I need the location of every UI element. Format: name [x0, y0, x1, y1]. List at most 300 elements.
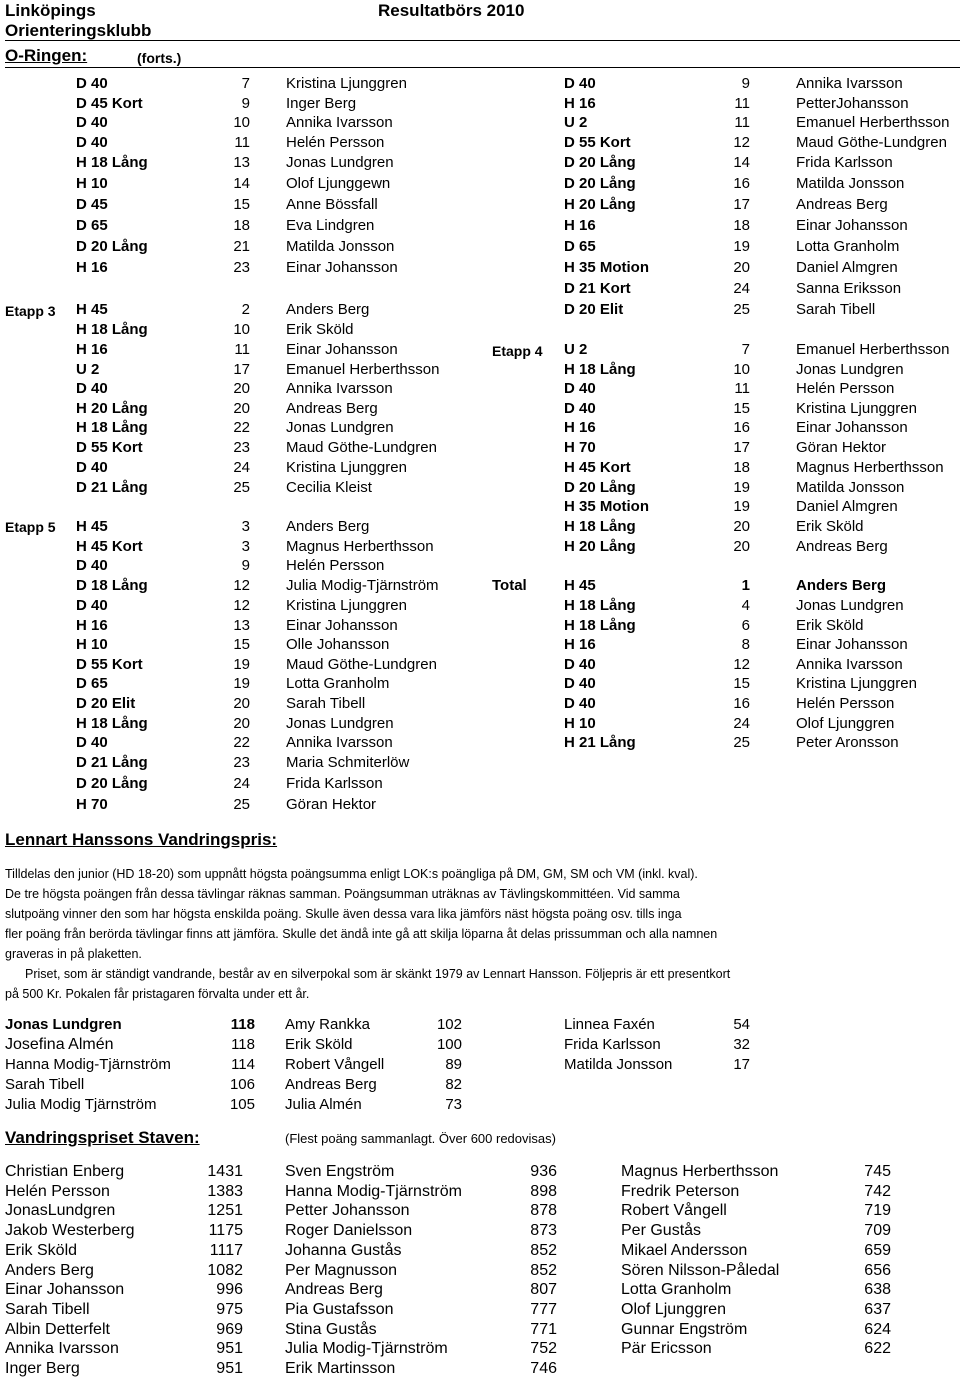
runner-cell: Frida Karlsson	[796, 154, 893, 171]
staven-name: Albin Detterfelt	[5, 1320, 110, 1338]
class-cell: D 20 Lång	[564, 175, 636, 192]
staven-name: Christian Enberg	[5, 1163, 125, 1180]
place-cell: 19	[233, 675, 250, 692]
runner-cell: Lotta Granholm	[796, 238, 900, 255]
place-cell: 24	[733, 280, 750, 297]
place-cell: 11	[234, 341, 250, 358]
result-row	[0, 733, 960, 753]
runner-cell: Göran Hektor	[286, 796, 377, 813]
hansson-text-line: graveras in på plaketten.	[5, 947, 142, 961]
result-row	[0, 174, 960, 194]
runner-cell: Jonas Lundgren	[286, 715, 394, 732]
staven-points: 878	[530, 1202, 557, 1220]
staven-points: 752	[530, 1340, 557, 1358]
place-cell: 25	[733, 301, 750, 318]
place-cell: 2	[241, 301, 250, 318]
place-cell: 18	[733, 459, 750, 476]
runner-cell: Annika Ivarsson	[796, 656, 903, 673]
header-divider	[5, 40, 960, 41]
staven-name: Lotta Granholm	[621, 1281, 732, 1299]
result-row	[0, 478, 960, 498]
standing-points: 89	[445, 1056, 462, 1073]
staven-name: Inger Berg	[5, 1360, 80, 1377]
staven-note: (Flest poäng sammanlagt. Över 600 redovisas)	[285, 1131, 556, 1146]
class-cell: D 40	[76, 114, 108, 131]
class-cell: D 40	[76, 380, 108, 397]
place-cell: 11	[734, 114, 750, 131]
place-cell: 25	[233, 479, 250, 496]
staven-points: 622	[864, 1340, 891, 1358]
staven-name: JonasLundgren	[5, 1202, 116, 1220]
place-cell: 22	[233, 734, 250, 751]
place-cell: 22	[233, 419, 250, 436]
staven-row	[0, 1280, 960, 1300]
staven-points: 719	[864, 1202, 891, 1220]
result-row	[0, 795, 960, 815]
runner-cell: Helén Persson	[286, 557, 385, 574]
staven-name: Petter Johansson	[285, 1202, 410, 1220]
class-cell: U 2	[564, 114, 588, 131]
standing-points: 106	[229, 1076, 255, 1093]
place-cell: 18	[733, 217, 750, 234]
class-cell: U 2	[76, 361, 100, 378]
place-cell: 14	[733, 154, 750, 171]
place-cell: 24	[233, 459, 250, 476]
class-cell: H 18 Lång	[564, 597, 636, 614]
class-cell: H 16	[564, 636, 596, 653]
club-name-line2: Orienteringsklubb	[5, 21, 152, 40]
place-cell: 16	[733, 175, 750, 192]
runner-cell: PetterJohansson	[796, 95, 909, 112]
result-row	[0, 94, 960, 114]
result-row	[0, 399, 960, 419]
place-cell: 6	[741, 617, 750, 634]
place-cell: 23	[233, 754, 250, 771]
place-cell: 25	[733, 734, 750, 751]
hansson-description	[5, 864, 865, 1004]
class-cell: D 40	[76, 75, 108, 92]
staven-points: 745	[864, 1163, 891, 1180]
place-cell: 18	[233, 217, 250, 234]
result-row	[0, 300, 960, 320]
runner-cell: Maud Göthe-Lundgren	[286, 439, 437, 456]
class-cell: D 40	[564, 656, 596, 673]
result-row	[0, 379, 960, 399]
runner-cell: Helén Persson	[286, 134, 385, 151]
staven-row	[0, 1300, 960, 1320]
place-cell: 20	[233, 400, 250, 417]
runner-cell: Sanna Eriksson	[796, 280, 902, 297]
staven-points: 951	[216, 1340, 243, 1358]
runner-cell: Jonas Lundgren	[796, 361, 904, 378]
result-row	[0, 517, 960, 537]
standing-name: Hanna Modig-Tjärnström	[5, 1056, 171, 1073]
runner-cell: Annika Ivarsson	[286, 114, 393, 131]
place-cell: 7	[741, 341, 750, 358]
runner-cell: Maud Göthe-Lundgren	[286, 656, 437, 673]
class-cell: D 45	[76, 196, 108, 213]
place-cell: 11	[234, 134, 250, 151]
staven-name: Pär Ericsson	[621, 1340, 712, 1358]
runner-cell: Inger Berg	[286, 95, 357, 112]
staven-points: 975	[216, 1300, 243, 1318]
standing-points: 118	[230, 1016, 255, 1033]
place-cell: 19	[733, 238, 750, 255]
result-row	[0, 237, 960, 257]
runner-cell: Emanuel Herberthsson	[796, 114, 950, 131]
runner-cell: Daniel Almgren	[796, 259, 898, 276]
standing-row	[0, 1095, 960, 1115]
class-cell: H 16	[76, 341, 108, 358]
standing-points: 100	[436, 1036, 462, 1053]
staven-points: 1431	[207, 1163, 243, 1180]
runner-cell: Magnus Herberthsson	[286, 538, 434, 555]
result-row	[0, 537, 960, 557]
class-cell: H 35 Motion	[564, 498, 649, 515]
standing-name: Matilda Jonsson	[564, 1056, 673, 1073]
place-cell: 15	[233, 196, 250, 213]
runner-cell: Kristina Ljunggren	[286, 597, 407, 614]
result-row	[0, 133, 960, 153]
result-row	[0, 195, 960, 215]
class-cell: H 45	[564, 577, 596, 594]
place-cell: 16	[733, 695, 750, 712]
class-cell: H 10	[76, 636, 108, 653]
standing-name: Amy Rankka	[285, 1016, 371, 1033]
staven-name: Helén Persson	[5, 1182, 110, 1200]
hansson-title: Lennart Hanssons Vandringspris:	[5, 830, 278, 849]
result-row	[0, 635, 960, 655]
club-name-line1: Linköpings	[5, 1, 96, 20]
runner-cell: Einar Johansson	[796, 419, 908, 436]
staven-points: 638	[864, 1281, 891, 1299]
runner-cell: Olof Ljunggren	[796, 715, 895, 732]
staven-name: Gunnar Engström	[621, 1320, 748, 1338]
class-cell: D 40	[76, 459, 108, 476]
staven-row	[0, 1182, 960, 1202]
class-cell: D 65	[564, 238, 596, 255]
result-row	[0, 458, 960, 478]
place-cell: 19	[733, 479, 750, 496]
staven-name: Andreas Berg	[285, 1281, 383, 1299]
runner-cell: Einar Johansson	[796, 636, 908, 653]
place-cell: 20	[733, 518, 750, 535]
staven-row	[0, 1320, 960, 1340]
runner-cell: Matilda Jonsson	[796, 479, 905, 496]
place-cell: 17	[233, 361, 250, 378]
standing-name: Julia Modig Tjärnström	[5, 1096, 157, 1113]
class-cell: D 18 Lång	[76, 577, 148, 594]
runner-cell: Cecilia Kleist	[286, 479, 372, 496]
standing-points: 102	[436, 1016, 462, 1033]
place-cell: 7	[241, 75, 250, 92]
runner-cell: Andreas Berg	[796, 196, 888, 213]
standing-name: Jonas Lundgren	[5, 1016, 122, 1033]
class-cell: H 16	[564, 95, 596, 112]
place-cell: 12	[233, 597, 250, 614]
runner-cell: Annika Ivarsson	[286, 734, 393, 751]
staven-name: Stina Gustås	[285, 1320, 377, 1338]
result-row	[0, 216, 960, 236]
class-cell: H 16	[76, 617, 108, 634]
class-cell: D 20 Elit	[564, 301, 624, 318]
standing-row	[0, 1075, 960, 1095]
staven-row	[0, 1241, 960, 1261]
place-cell: 17	[733, 439, 750, 456]
place-cell: 10	[233, 114, 250, 131]
staven-points: 1251	[207, 1202, 243, 1220]
standing-points: 54	[733, 1016, 750, 1033]
staven-points: 873	[530, 1222, 557, 1240]
class-cell: H 18 Lång	[76, 715, 148, 732]
runner-cell: Olof Ljunggewn	[286, 175, 391, 192]
place-cell: 17	[733, 196, 750, 213]
place-cell: 23	[233, 439, 250, 456]
result-row	[0, 113, 960, 133]
class-cell: H 45 Kort	[76, 538, 143, 555]
place-cell: 24	[733, 715, 750, 732]
place-cell: 20	[733, 538, 750, 555]
staven-points: 746	[530, 1360, 557, 1377]
section-title: O-Ringen:	[5, 46, 88, 65]
class-cell: D 40	[564, 695, 596, 712]
runner-cell: Einar Johansson	[286, 259, 398, 276]
class-cell: D 20 Lång	[564, 154, 636, 171]
class-cell: H 45	[76, 518, 108, 535]
standing-points: 17	[733, 1056, 750, 1073]
class-cell: D 55 Kort	[76, 656, 143, 673]
staven-points: 656	[864, 1261, 891, 1279]
staven-name: Sven Engström	[285, 1163, 395, 1180]
result-row	[0, 497, 960, 517]
staven-points: 852	[530, 1261, 557, 1279]
runner-cell: Anders Berg	[796, 577, 887, 594]
standing-name: Frida Karlsson	[564, 1036, 661, 1053]
runner-cell: Emanuel Herberthsson	[286, 361, 440, 378]
class-cell: D 20 Elit	[76, 695, 136, 712]
class-cell: D 20 Lång	[76, 238, 148, 255]
standing-name: Andreas Berg	[285, 1076, 377, 1093]
runner-cell: Einar Johansson	[286, 341, 398, 358]
runner-cell: Annika Ivarsson	[286, 380, 393, 397]
result-row	[0, 360, 960, 380]
runner-cell: Peter Aronsson	[796, 734, 899, 751]
place-cell: 15	[733, 675, 750, 692]
runner-cell: Daniel Almgren	[796, 498, 898, 515]
staven-name: Fredrik Peterson	[621, 1182, 740, 1200]
place-cell: 13	[233, 154, 250, 171]
place-cell: 15	[733, 400, 750, 417]
standing-row	[0, 1035, 960, 1055]
class-cell: D 55 Kort	[564, 134, 631, 151]
hansson-text-line: slutpoäng vinner den som har högsta enskilda poäng. Skulle även dessa vara lika jämförs näst högsta poäng osv. tills inga	[5, 907, 682, 921]
standing-name: Robert Vångell	[285, 1056, 385, 1073]
runner-cell: Anders Berg	[286, 301, 370, 318]
standing-points: 32	[733, 1036, 750, 1053]
standing-name: Erik Sköld	[285, 1036, 353, 1053]
place-cell: 20	[233, 715, 250, 732]
hansson-text-line: fler poäng från berörda tävlingar finns att jämföra. Skulle det ändå inte gå att skilja löparna åt delas prissumman och alla namnen	[5, 927, 718, 941]
runner-cell: Helén Persson	[796, 695, 895, 712]
class-cell: H 45	[76, 301, 108, 318]
staven-points: 637	[864, 1300, 891, 1318]
standing-points: 118	[231, 1036, 255, 1053]
class-cell: H 45 Kort	[564, 459, 631, 476]
result-row	[0, 655, 960, 675]
staven-name: Roger Danielsson	[285, 1222, 413, 1240]
class-cell: D 65	[76, 217, 108, 234]
result-row	[0, 258, 960, 278]
result-row	[0, 576, 960, 596]
standing-row	[0, 1055, 960, 1075]
class-cell: D 40	[76, 734, 108, 751]
place-cell: 15	[233, 636, 250, 653]
runner-cell: Anne Bössfall	[286, 196, 378, 213]
staven-name: Annika Ivarsson	[5, 1340, 119, 1358]
place-cell: 16	[733, 419, 750, 436]
class-cell: H 35 Motion	[564, 259, 649, 276]
staven-name: Magnus Herberthsson	[621, 1163, 779, 1180]
runner-cell: Kristina Ljunggren	[796, 675, 917, 692]
class-cell: D 21 Lång	[76, 754, 148, 771]
runner-cell: Frida Karlsson	[286, 775, 383, 792]
runner-cell: Olle Johansson	[286, 636, 390, 653]
runner-cell: Sarah Tibell	[796, 301, 876, 318]
runner-cell: Eva Lindgren	[286, 217, 375, 234]
staven-row	[0, 1339, 960, 1359]
class-cell: H 18 Lång	[564, 617, 636, 634]
runner-cell: Emanuel Herberthsson	[796, 341, 950, 358]
runner-cell: Andreas Berg	[286, 400, 378, 417]
result-row	[0, 616, 960, 636]
runner-cell: Maud Göthe-Lundgren	[796, 134, 947, 151]
place-cell: 20	[233, 695, 250, 712]
runner-cell: Matilda Jonsson	[286, 238, 395, 255]
staven-points: 1117	[209, 1241, 243, 1259]
staven-name: Erik Martinsson	[285, 1360, 396, 1377]
staven-name: Per Magnusson	[285, 1261, 398, 1279]
staven-points: 659	[864, 1241, 891, 1259]
result-row	[0, 320, 960, 340]
result-row	[0, 438, 960, 458]
place-cell: 4	[741, 597, 750, 614]
place-cell: 24	[233, 775, 250, 792]
staven-row	[0, 1221, 960, 1241]
class-cell: H 18 Lång	[564, 518, 636, 535]
place-cell: 1	[741, 577, 750, 594]
class-cell: D 21 Kort	[564, 280, 631, 297]
place-cell: 11	[734, 380, 750, 397]
runner-cell: Kristina Ljunggren	[796, 400, 917, 417]
class-cell: H 18 Lång	[76, 321, 148, 338]
staven-name: Julia Modig-Tjärnström	[285, 1340, 448, 1358]
standing-points: 105	[229, 1096, 255, 1113]
standing-points: 82	[445, 1076, 462, 1093]
place-cell: 3	[241, 538, 250, 555]
runner-cell: Erik Sköld	[796, 617, 864, 634]
staven-name: Johanna Gustås	[285, 1241, 402, 1259]
class-cell: H 70	[564, 439, 596, 456]
result-row	[0, 596, 960, 616]
staven-row	[0, 1261, 960, 1281]
class-cell: D 55 Kort	[76, 439, 143, 456]
runner-cell: Lotta Granholm	[286, 675, 390, 692]
class-cell: H 10	[76, 175, 108, 192]
place-cell: 19	[733, 498, 750, 515]
staven-points: 898	[530, 1182, 557, 1200]
class-cell: D 40	[76, 597, 108, 614]
standing-points: 73	[445, 1096, 462, 1113]
result-row	[0, 694, 960, 714]
place-cell: 14	[233, 175, 250, 192]
place-cell: 9	[241, 95, 250, 112]
standing-name: Julia Almén	[285, 1096, 362, 1113]
class-cell: D 65	[76, 675, 108, 692]
staven-name: Sarah Tibell	[5, 1300, 90, 1318]
place-cell: 19	[233, 656, 250, 673]
standing-points: 114	[231, 1056, 255, 1073]
class-cell: D 40	[564, 400, 596, 417]
hansson-text-line: Priset, som är ständigt vandrande, består av en silverpokal som är skänkt 1979 av Lennart Hansson. Följepris är ett presentkort	[25, 967, 731, 981]
staven-points: 742	[864, 1182, 891, 1200]
class-cell: H 20 Lång	[76, 400, 148, 417]
class-cell: D 40	[564, 675, 596, 692]
standing-row	[0, 1015, 960, 1035]
staven-name: Jakob Westerberg	[5, 1222, 135, 1240]
staven-name: Pia Gustafsson	[285, 1300, 394, 1318]
runner-cell: Jonas Lundgren	[286, 419, 394, 436]
class-cell: H 18 Lång	[564, 361, 636, 378]
staven-row	[0, 1201, 960, 1221]
place-cell: 10	[233, 321, 250, 338]
staven-points: 777	[530, 1300, 557, 1318]
staven-name: Hanna Modig-Tjärnström	[285, 1182, 462, 1200]
staven-points: 936	[530, 1163, 557, 1180]
staven-row	[0, 1162, 960, 1182]
class-cell: H 21 Lång	[564, 734, 636, 751]
runner-cell: Göran Hektor	[796, 439, 887, 456]
runner-cell: Helén Persson	[796, 380, 895, 397]
staven-points: 852	[530, 1241, 557, 1259]
runner-cell: Andreas Berg	[796, 538, 888, 555]
section-note: (forts.)	[137, 50, 182, 66]
stage-label-total: Total	[492, 577, 527, 594]
place-cell: 12	[733, 656, 750, 673]
place-cell: 13	[233, 617, 250, 634]
result-row	[0, 418, 960, 438]
standing-name: Sarah Tibell	[5, 1076, 85, 1093]
staven-points: 969	[216, 1320, 243, 1338]
runner-cell: Magnus Herberthsson	[796, 459, 944, 476]
result-row	[0, 674, 960, 694]
class-cell: D 20 Lång	[76, 775, 148, 792]
runner-cell: Annika Ivarsson	[796, 75, 903, 92]
class-cell: H 18 Lång	[76, 154, 148, 171]
runner-cell: Maria Schmiterlöw	[286, 754, 410, 771]
result-row	[0, 340, 960, 360]
staven-points: 771	[530, 1320, 557, 1338]
staven-name: Per Gustås	[621, 1222, 702, 1240]
place-cell: 23	[233, 259, 250, 276]
runner-cell: Matilda Jonsson	[796, 175, 905, 192]
class-cell: H 20 Lång	[564, 196, 636, 213]
staven-row	[0, 1359, 960, 1379]
place-cell: 9	[241, 557, 250, 574]
class-cell: H 16	[564, 419, 596, 436]
class-cell: D 40	[76, 134, 108, 151]
stage-label-etapp5: Etapp 5	[5, 519, 56, 535]
class-cell: H 20 Lång	[564, 538, 636, 555]
